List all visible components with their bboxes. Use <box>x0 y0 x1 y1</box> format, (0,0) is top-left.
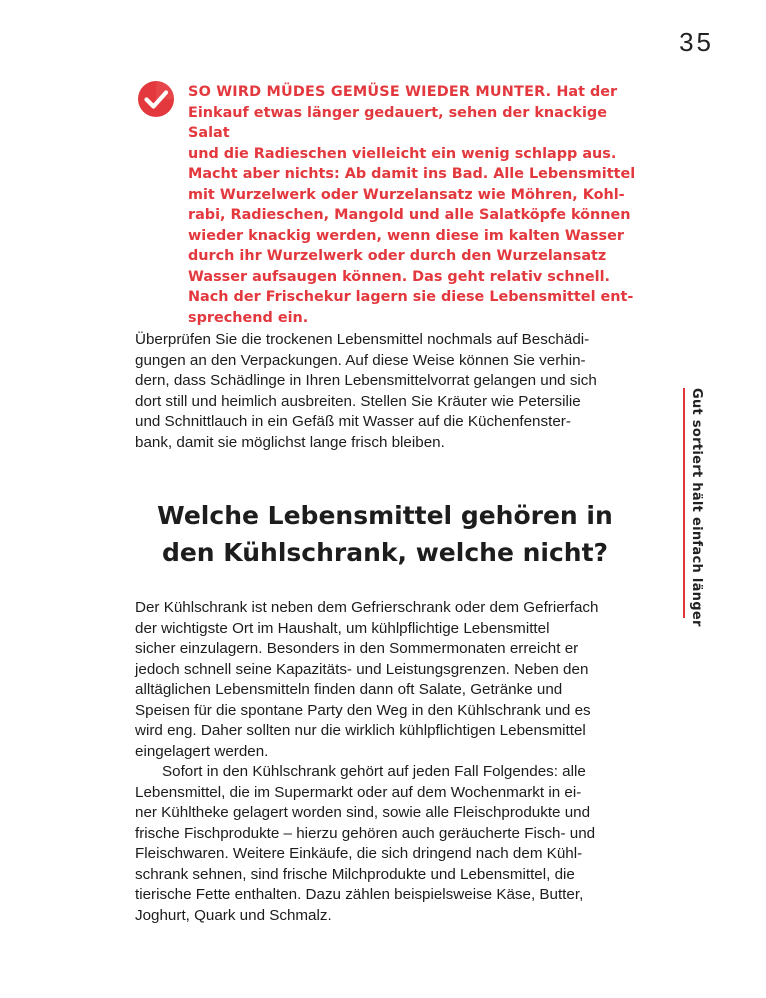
text-line: Lebensmittel, die im Supermarkt oder auf dem Wochenmarkt in ei- <box>135 783 582 801</box>
tip-first-line-rest: Hat der <box>556 84 618 100</box>
side-tab <box>683 388 715 627</box>
paragraph-fridge <box>135 598 635 926</box>
text-line: Überprüfen Sie die trockenen Lebensmittel nochmals auf Beschädi- <box>135 331 590 348</box>
text-line: Sofort in den Kühlschrank gehört auf jeden Fall Folgendes: alle <box>162 763 586 780</box>
tip-line: mit Wurzelwerk oder Wurzelansatz wie Möhren, Kohl- <box>188 186 625 203</box>
tip-line: und die Radieschen vielleicht ein wenig schlapp aus. <box>188 145 617 162</box>
text-line: schrank sehnen, sind frische Milchprodukte und Lebensmittel, die <box>135 865 575 883</box>
text-line: der wichtigste Ort im Haushalt, um kühlpflichtige Lebensmittel <box>135 619 550 637</box>
text-line: dern, dass Schädlinge in Ihren Lebensmittelvorrat gelangen und sich <box>135 372 597 389</box>
text-line: und Schnittlauch in ein Gefäß mit Wasser auf die Küchenfenster- <box>135 413 571 430</box>
text-line: alltäglichen Lebensmitteln finden dann oft Salate, Getränke und <box>135 681 563 698</box>
text-line: sicher einzulagern. Besonders in den Sommermonaten erreicht er <box>135 640 579 657</box>
text-line: Speisen für die spontane Party den Weg in den Kühlschrank und es <box>135 701 591 719</box>
heading-line-2: den Kühlschrank, welche nicht? <box>161 538 609 567</box>
text-line: ner Kühltheke gelagert worden sind, sowie alle Fleischprodukte und <box>135 804 591 821</box>
text-line: bank, damit sie möglichst lange frisch bleiben. <box>135 433 445 451</box>
tip-line: Macht aber nichts: Ab damit ins Bad. Alle Lebensmittel <box>188 166 636 182</box>
page-number: 35 <box>679 27 714 57</box>
check-circle-icon <box>137 80 175 118</box>
text-line: tierische Fette enthalten. Dazu zählen beispielsweise Käse, Butter, <box>135 886 584 903</box>
tip-line <box>188 82 638 103</box>
tip-line: Einkauf etwas länger gedauert, sehen der knackige Salat <box>188 104 607 141</box>
heading-line-1: Welche Lebensmittel gehören in <box>157 501 613 530</box>
tip-line: rabi, Radieschen, Mangold und alle Salatköpfe können <box>188 207 631 223</box>
text-line: eingelagert werden. <box>135 742 269 760</box>
text-line: gungen an den Verpackungen. Auf diese Weise können Sie verhin- <box>135 351 586 369</box>
text-line: wird eng. Daher sollten nur die wirklich kühlpflichtigen Lebensmittel <box>135 722 586 739</box>
tip-line: sprechend ein. <box>188 309 309 326</box>
tip-line: wieder knackig werden, wenn diese im kalten Wasser <box>188 227 624 244</box>
paragraph-dry-food <box>135 330 635 453</box>
text-line: Joghurt, Quark und Schmalz. <box>135 906 332 924</box>
text-line: Der Kühlschrank ist neben dem Gefrierschrank oder dem Gefrierfach <box>135 599 599 616</box>
text-line: jedoch schnell seine Kapazitäts- und Leistungsgrenzen. Neben den <box>135 660 589 678</box>
side-tab-label: Gut sortiert hält einfach länger <box>689 388 704 627</box>
tip-title: SO WIRD MÜDES GEMÜSE WIEDER MUNTER. <box>188 84 552 100</box>
tip-line: durch ihr Wurzelwerk oder durch den Wurzelansatz <box>188 248 607 264</box>
text-line: dort still und heimlich ausbreiten. Stellen Sie Kräuter wie Petersilie <box>135 392 581 410</box>
text-line: Fleischwaren. Weitere Einkäufe, die sich dringend nach dem Kühl- <box>135 845 583 862</box>
section-heading <box>135 497 635 571</box>
tip-box <box>188 82 638 328</box>
tip-line: Wasser aufsaugen können. Das geht relativ schnell. <box>188 268 610 285</box>
text-line: frische Fischprodukte – hierzu gehören auch geräucherte Fisch- und <box>135 824 596 842</box>
tip-line: Nach der Frischekur lagern sie diese Lebensmittel ent- <box>188 289 634 305</box>
